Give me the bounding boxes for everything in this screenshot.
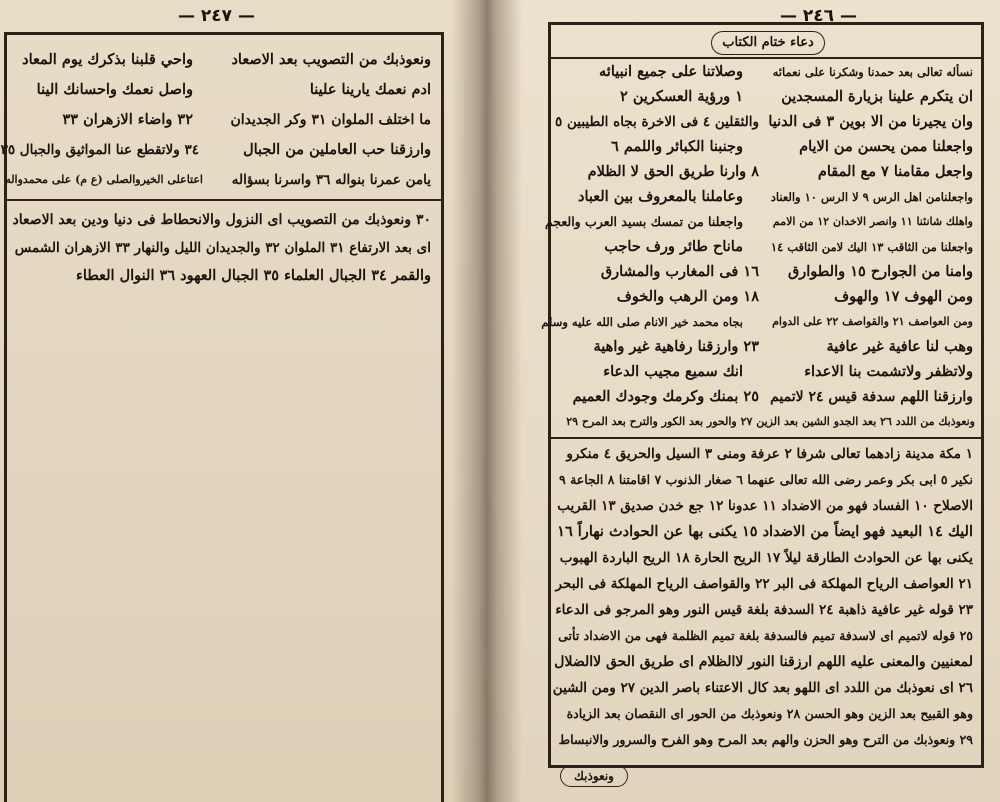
verse-left-hemistich: واحي قلبنا بذكرك يوم المعاد bbox=[22, 51, 193, 68]
section-title: دعاء ختام الكتاب bbox=[711, 31, 825, 55]
verse-right-hemistich: واجعلنامن اهل الرس ٩ لا الرس ١٠ والعناد bbox=[770, 190, 973, 204]
verse-left-hemistich: ١٦ فى المغارب والمشارق bbox=[600, 263, 759, 280]
verse-right-hemistich: وارزقنا حب العاملين من الجبال bbox=[243, 141, 431, 158]
verse-left-hemistich: وجنبنا الكبائر واللمم ٦ bbox=[610, 138, 743, 155]
verse-right-hemistich: واجعل مقامنا ٧ مع المقام bbox=[817, 163, 973, 180]
verse-right-hemistich: ومن العواصف ٢١ والقواصف ٢٢ على الدوام bbox=[772, 315, 973, 328]
verse-right-hemistich: ولاتظفر ولاتشمت بنا الاعداء bbox=[804, 363, 973, 380]
verse-left-hemistich: وعاملنا بالمعروف بين العباد bbox=[577, 188, 743, 205]
verse-left-hemistich: ٢٥ بمنك وكرمك وجودك العميم bbox=[572, 388, 759, 405]
verse-right-hemistich: واجعلنا من الثاقب ١٣ اليك لامن الثاقب ١٤ bbox=[770, 240, 973, 254]
verse-left-hemistich: انك سميع مجيب الدعاء bbox=[603, 363, 743, 380]
footnote-line: اليك ١٤ البعيد فهو ايضاً من الاضداد ١٥ يكنى بها عن الحوادث نهاراً ١٦ bbox=[557, 523, 973, 540]
verse-right-hemistich: واهلك شانئنا ١١ وانصر الاخدان ١٢ من الامم bbox=[772, 215, 973, 228]
footnote-line: ١ مكة مدينة زادهما تعالى شرفا ٢ عرفة ومنى ٣ السيل والحريق ٤ منكرو bbox=[566, 446, 973, 462]
verse-left-hemistich: بجاه محمد خير الانام صلى الله عليه وسلم bbox=[541, 315, 743, 329]
catchword: ونعوذبك bbox=[560, 765, 628, 787]
footnote-line: يكنى بها عن الحوادث الطارقة ليلاً ١٧ الريح الحارة ١٨ الريح الباردة الهبوب bbox=[559, 550, 973, 566]
verse-right-hemistich: وارزقنا اللهم سدفة قيس ٢٤ لاتميم bbox=[770, 389, 973, 405]
verse-right-hemistich: وان يجيرنا من الا بوين ٣ فى الدنيا bbox=[768, 113, 973, 130]
footnote-line: ٢٦ اى نعوذبك من اللدد اى اللهو بعد كال الاعتناء باصر الدين ٢٧ ومن الشين bbox=[552, 680, 973, 696]
verse-left-hemistich: واجعلنا من تمسك بسيد العرب والعجم bbox=[544, 214, 743, 229]
verse-left-hemistich: واصل نعمك واحسانك الينا bbox=[36, 81, 193, 98]
verse-right-hemistich: يامن عمرنا بنواله ٣٦ واسرنا بسؤاله bbox=[231, 172, 431, 188]
footnote-line: نكير ٥ ابى بكر وعمر رضى الله تعالى عنهما ٦ صغار الذنوب ٧ اقامتنا ٨ الجاعة ٩ bbox=[559, 472, 973, 487]
footnote-line: ٢٩ ونعوذبك من الترح وهو الحزن والهم بعد المرح وهو الفرح والسرور والانبساط bbox=[558, 732, 973, 747]
verse-left-hemistich: ماناح طائر ورف حاجب bbox=[604, 238, 743, 255]
verse-right-hemistich: ومن الهوف ١٧ والهوف bbox=[834, 288, 973, 305]
verse-right-hemistich: ونعوذبك من التصويب بعد الاصعاد bbox=[231, 51, 431, 68]
divider bbox=[551, 57, 981, 59]
verse-left-hemistich: اعتاعلى الخيروالصلى (ع م) على محمدواله bbox=[5, 173, 203, 186]
footnote-line: والقمر ٣٤ الجبال العلماء ٣٥ الجبال العهود ٣٦ النوال العطاء bbox=[76, 267, 431, 284]
verse-left-hemistich: ١٨ ومن الرهب والخوف bbox=[616, 288, 759, 305]
verse-left-hemistich: ٢٣ وارزقنا رفاهية غير واهية bbox=[593, 338, 759, 355]
right-page-frame bbox=[541, 22, 984, 768]
verse-left-hemistich: ٣٤ ولاتقطع عنا المواثيق والجبال ٣٥ bbox=[0, 142, 199, 158]
footnote-line: ٢٣ قوله غير عافية ذاهبة ٢٤ السدفة بلغة قيس النور وهو المرجو فى الدعاء bbox=[555, 602, 973, 618]
verse-full-line: ونعوذبك من اللدد ٢٦ بعد الجدو الشين بعد الزين ٢٧ والحور بعد الكور والترح بعد المرح ٢٩ bbox=[566, 415, 975, 428]
left-page-number: — ٢٤٧ — bbox=[178, 6, 255, 26]
footnote-line: لمعنيين والمعنى عليه اللهم ارزقنا النور لاالظلام اى طريق الحق لاالضلال bbox=[554, 654, 973, 670]
footnote-line: ٢٥ قوله لاتميم اى لاسدفة تميم فالسدفة بلغة تميم الظلمة فهى من الاضداد تأتى bbox=[558, 628, 973, 643]
verse-right-hemistich: وامنا من الجوارح ١٥ والطوارق bbox=[788, 263, 973, 280]
verse-right-hemistich: واجعلنا ممن يحسن من الايام bbox=[799, 138, 973, 155]
divider bbox=[7, 199, 441, 201]
verse-left-hemistich: ٣٢ واضاء الازهران ٣٣ bbox=[62, 111, 193, 128]
divider bbox=[551, 437, 981, 439]
right-page-number: — ٢٤٦ — bbox=[780, 6, 857, 26]
verse-left-hemistich: وصلاتنا على جميع انبيائه bbox=[599, 63, 743, 80]
verse-right-hemistich: ما اختلف الملوان ٣١ وكر الجديدان bbox=[230, 112, 431, 128]
footnote-line: وهو القبيح بعد الزين وهو الحسن ٢٨ ونعوذبك من الحور اى النقصان بعد الزيادة bbox=[566, 706, 973, 721]
verse-left-hemistich: ٨ وارنا طريق الحق لا الظلام bbox=[587, 163, 759, 180]
footnote-line: ٢١ العواصف الرياح المهلكة فى البر ٢٢ والقواصف الرياح المهلكة فى البحر bbox=[555, 576, 973, 592]
verse-right-hemistich: وهب لنا عافية غير عافية bbox=[826, 338, 973, 355]
footnote-line: ٣٠ ونعوذبك من التصويب اى النزول والانحطاط فى دنيا ودين بعد الاصعاد bbox=[12, 212, 431, 228]
footnote-line: الاصلاح ١٠ الفساد فهو من الاضداد ١١ عدونا ١٢ جع خدن صديق ١٣ القريب bbox=[557, 498, 973, 514]
footnote-line: اى بعد الارتفاع ٣١ الملوان ٣٢ والجديدان الليل والنهار ٣٣ الازهران الشمس bbox=[14, 240, 431, 256]
verse-right-hemistich: ان يتكرم علينا بزيارة المسجدين bbox=[781, 88, 973, 105]
verse-left-hemistich: ١ ورؤية العسكرين ٢ bbox=[619, 88, 743, 105]
verse-right-hemistich: نسأله تعالى بعد حمدنا وشكرنا على نعمائه bbox=[772, 65, 973, 79]
verse-right-hemistich: ادم نعمك يارينا علينا bbox=[309, 81, 431, 98]
left-page-frame bbox=[0, 32, 444, 802]
verse-left-hemistich: والثقلين ٤ فى الاخرة بجاه الطيبين ٥ bbox=[555, 114, 759, 130]
